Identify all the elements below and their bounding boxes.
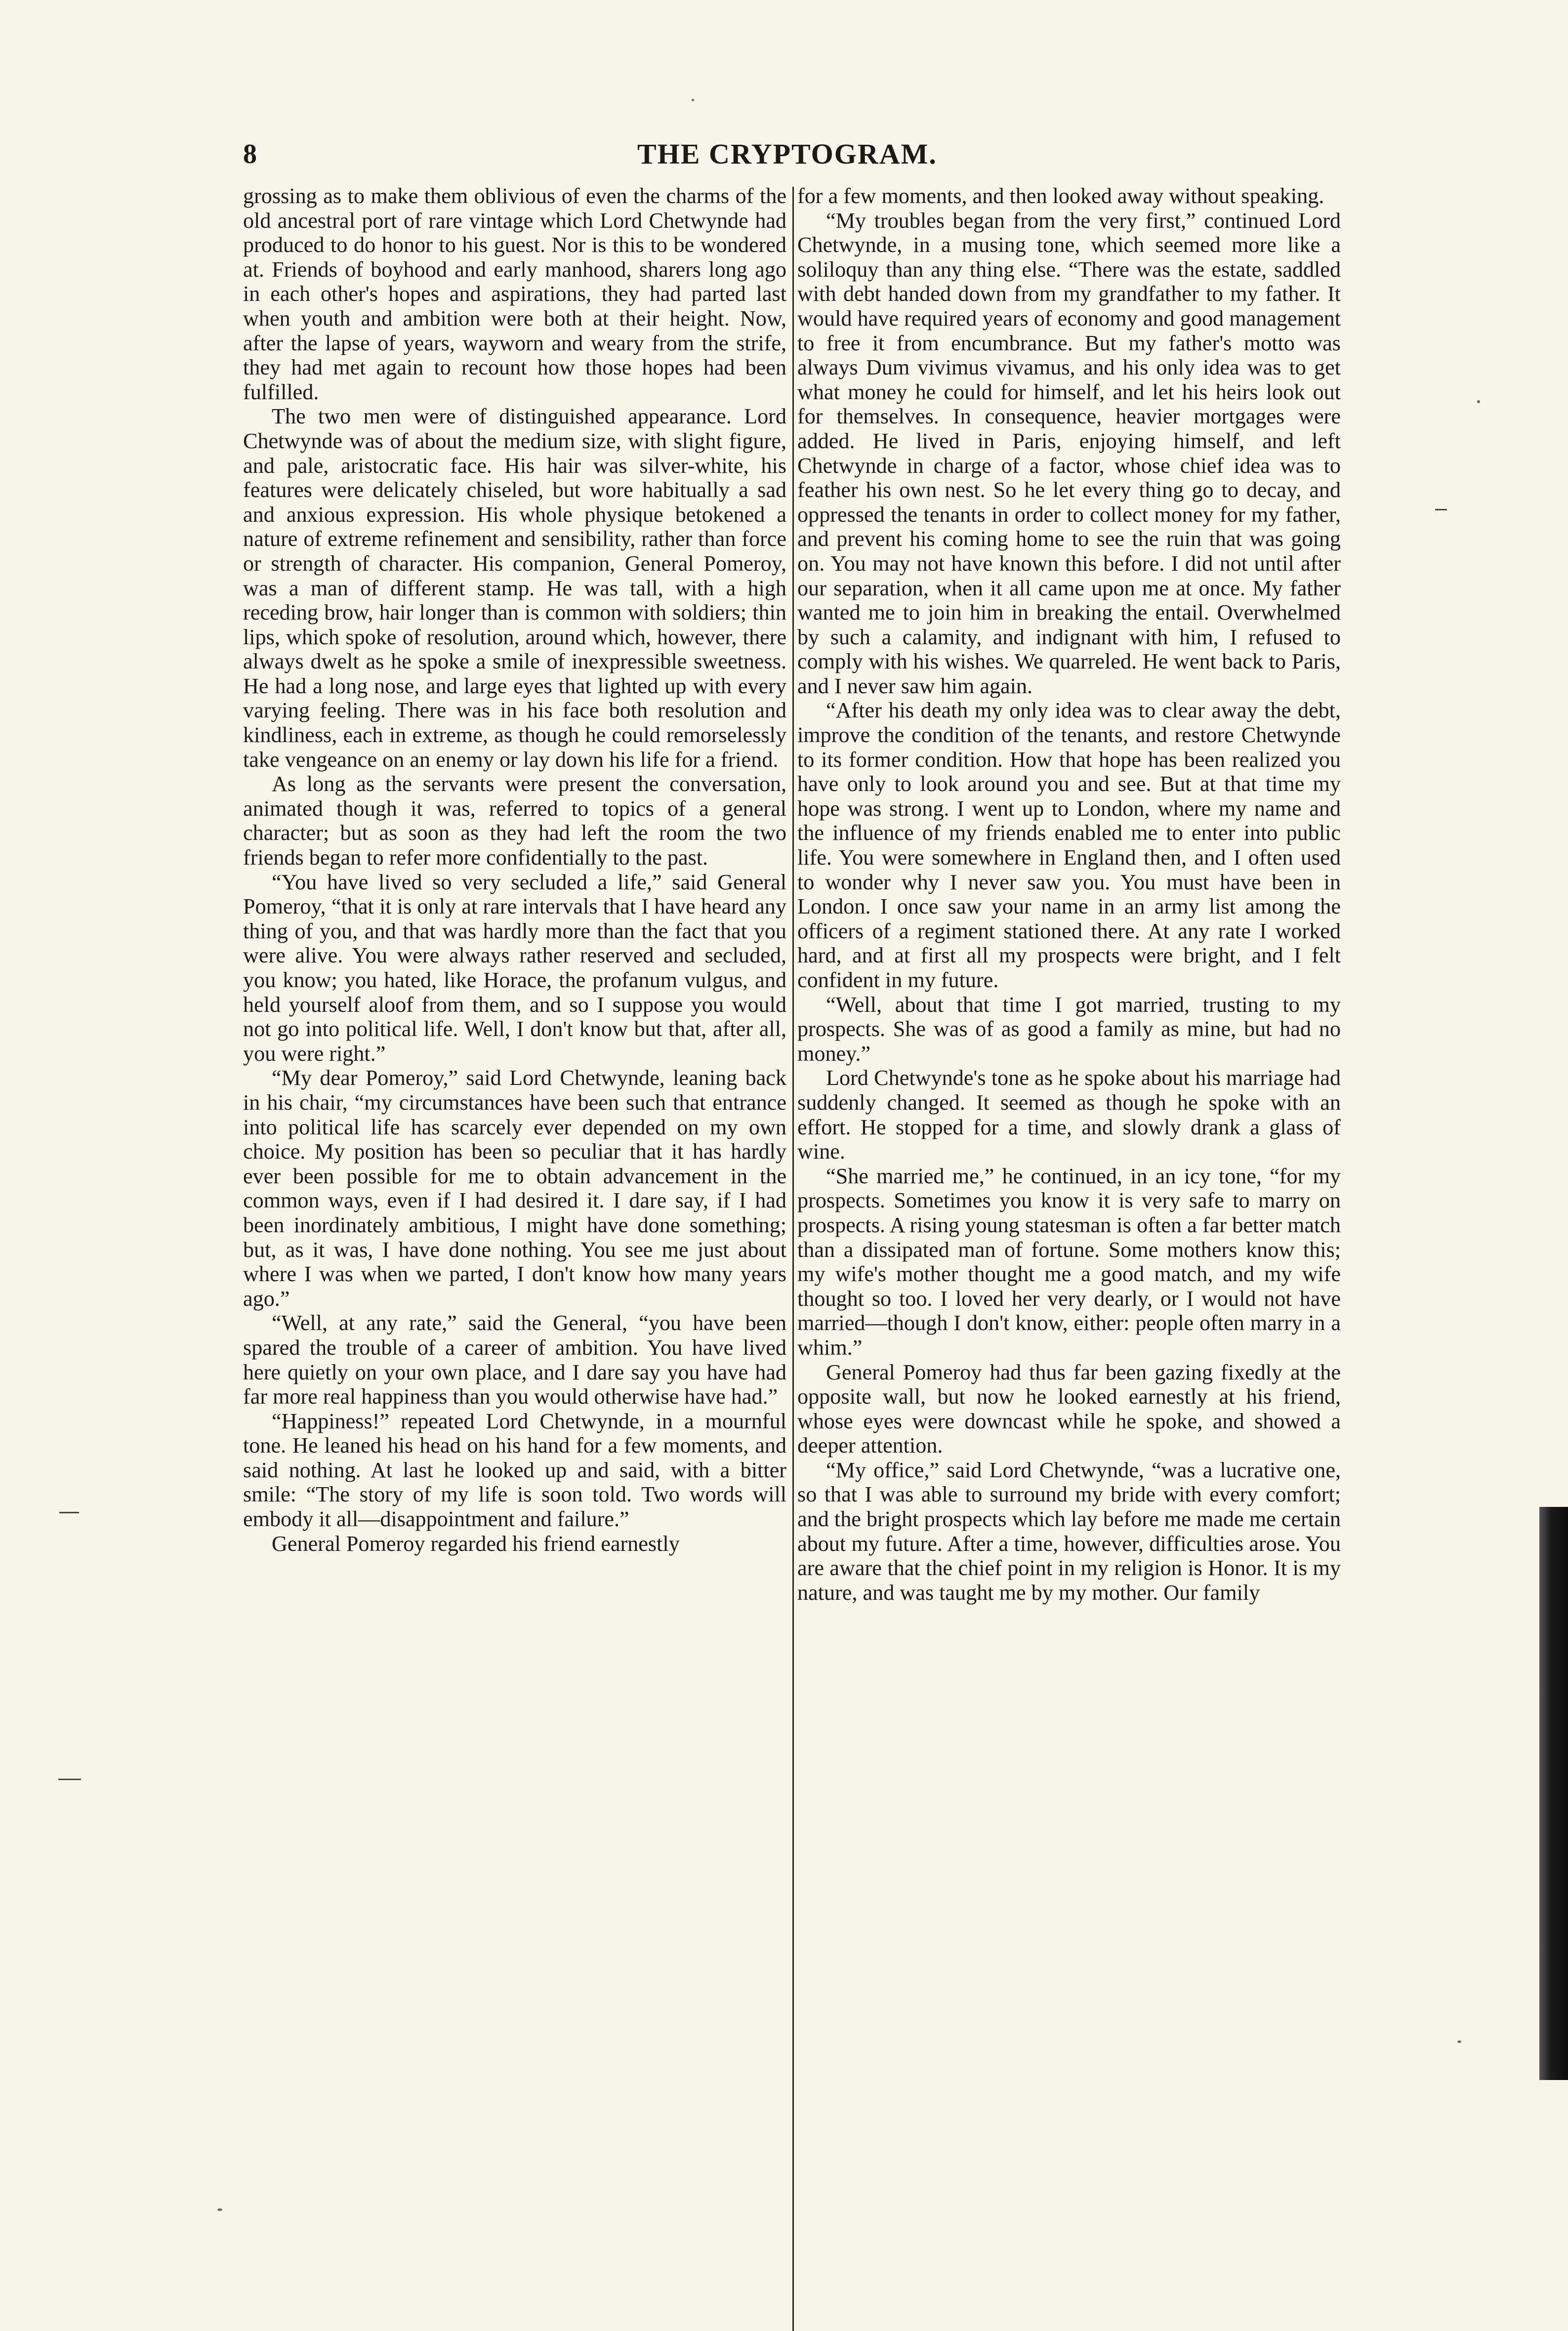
scan-speck [1457, 2040, 1461, 2043]
paragraph: The two men were of distinguished appearance. Lord Chetwynde was of about the medium size, with slight figure, and pale, aristocratic face. His hair was silver-white, his features were delicately chiseled, but wore habitually a sad and anxious expression. His whole physique betokened a nature of extreme refinement and sensibility, rather than force or strength of character. His companion, General Pomeroy, was a man of different stamp. He was tall, with a high receding brow, hair longer than is common with soldiers; thin lips, which spoke of resolution, around which, however, there always dwelt as he spoke a smile of inexpressible sweetness. He had a long nose, and large eyes that lighted up with every varying feeling. There was in his face both resolution and kindliness, each in extreme, as though he could remorselessly take vengeance on an enemy or lay down his life for a friend. [243, 404, 786, 772]
paragraph: “My dear Pomeroy,” said Lord Chetwynde, leaning back in his chair, “my circumstances have been such that entrance into political life has scarcely ever depended on my own choice. My position has been so peculiar that it has hardly ever been possible for me to obtain advancement in the common ways, even if I had desired it. I dare say, if I had been inordinately ambitious, I might have done something; but, as it was, I have done nothing. You see me just about where I was when we parted, I don't know how many years ago.” [243, 1066, 786, 1311]
text-column-right [797, 184, 1341, 1605]
paragraph: “Well, about that time I got married, trusting to my prospects. She was of as good a family as mine, but had no money.” [797, 992, 1341, 1066]
paragraph: “My office,” said Lord Chetwynde, “was a lucrative one, so that I was able to surround my bride with every comfort; and the bright prospects which lay before me made me certain about my future. After a time, however, difficulties arose. You are aware that the chief point in my religion is Honor. It is my nature, and was taught me by my mother. Our family [797, 1457, 1341, 1605]
paragraph: General Pomeroy had thus far been gazing fixedly at the opposite wall, but now he looked earnestly at his friend, whose eyes were downcast while he spoke, and showed a deeper attention. [797, 1360, 1341, 1458]
column-divider [792, 187, 794, 2331]
paragraph: “Happiness!” repeated Lord Chetwynde, in a mournful tone. He leaned his head on his hand for a few moments, and said nothing. At last he looked up and said, with a bitter smile: “The story of my life is soon told. Two words will embody it all—disappointment and failure.” [243, 1409, 786, 1532]
paragraph: “She married me,” he continued, in an icy tone, “for my prospects. Sometimes you know it is very safe to marry on prospects. A rising young statesman is often a far better match than a dissipated man of fortune. Some mothers know this; my wife's mother thought me a good match, and my wife thought so too. I loved her very dearly, or I would not have married—though I don't know, either: people often marry in a whim.” [797, 1164, 1341, 1360]
paragraph: Lord Chetwynde's tone as he spoke about his marriage had suddenly changed. It seemed as though he spoke with an effort. He stopped for a time, and slowly drank a glass of wine. [797, 1066, 1341, 1164]
scan-mark [59, 1512, 79, 1513]
page-number: 8 [243, 139, 257, 169]
paragraph: “After his death my only idea was to clear away the debt, improve the condition of the tenants, and restore Chetwynde to its former condition. How that hope has been realized you have only to look around you and see. But at that time my hope was strong. I went up to London, where my name and the influence of my friends enabled me to enter into public life. You were somewhere in England then, and I often used to wonder why I never saw you. You must have been in London. I once saw your name in an army list among the officers of a regiment stationed there. At any rate I worked hard, and at first all my prospects were bright, and I felt confident in my future. [797, 698, 1341, 992]
text-column-left [243, 184, 786, 1556]
paragraph: for a few moments, and then looked away without speaking. [797, 184, 1324, 208]
scan-speck [1477, 400, 1480, 403]
scan-mark [1435, 509, 1447, 510]
scan-speck [692, 99, 694, 101]
running-title: THE CRYPTOGRAM. [637, 138, 937, 170]
paragraph: General Pomeroy regarded his friend earnestly [272, 1531, 680, 1556]
scan-mark [58, 1779, 81, 1780]
paragraph: As long as the servants were present the conversation, animated though it was, referred to topics of a general character; but as soon as they had left the room the two friends began to refer more confidentially to the past. [243, 772, 786, 870]
paragraph: grossing as to make them oblivious of even the charms of the old ancestral port of rare vintage which Lord Chetwynde had produced to do honor to his guest. Nor is this to be wondered at. Friends of boyhood and early manhood, sharers long ago in each other's hopes and aspirations, they had parted last when youth and ambition were both at their height. Now, after the lapse of years, wayworn and weary from the strife, they had met again to recount how those hopes had been fulfilled. [243, 184, 786, 404]
paragraph: “My troubles began from the very first,” continued Lord Chetwynde, in a musing tone, which seemed more like a soliloquy than any thing else. “There was the estate, saddled with debt handed down from my grandfather to my father. It would have required years of economy and good management to free it from encumbrance. But my father's motto was always Dum vivimus vivamus, and his only idea was to get what money he could for himself, and let his heirs look out for themselves. In consequence, heavier mortgages were added. He lived in Paris, enjoying himself, and left Chetwynde in charge of a factor, whose chief idea was to feather his own nest. So he let every thing go to decay, and oppressed the tenants in order to collect money for my father, and prevent his coming home to see the ruin that was going on. You may not have known this before. I did not until after our separation, when it all came upon me at once. My father wanted me to join him in breaking the entail. Overwhelmed by such a calamity, and indignant with him, I refused to comply with his wishes. We quarreled. He went back to Paris, and I never saw him again. [797, 208, 1341, 698]
scan-speck [217, 2208, 222, 2211]
scan-edge-shadow [1539, 1507, 1568, 2080]
paragraph: “You have lived so very secluded a life,” said General Pomeroy, “that it is only at rare intervals that I have heard any thing of you, and that was hardly more than the fact that you were alive. You were always rather reserved and secluded, you know; you hated, like Horace, the profanum vulgus, and held yourself aloof from them, and so I suppose you would not go into political life. Well, I don't know but that, after all, you were right.” [243, 870, 786, 1066]
paragraph: “Well, at any rate,” said the General, “you have been spared the trouble of a career of ambition. You have lived here quietly on your own place, and I dare say you have had far more real happiness than you would otherwise have had.” [243, 1311, 786, 1409]
